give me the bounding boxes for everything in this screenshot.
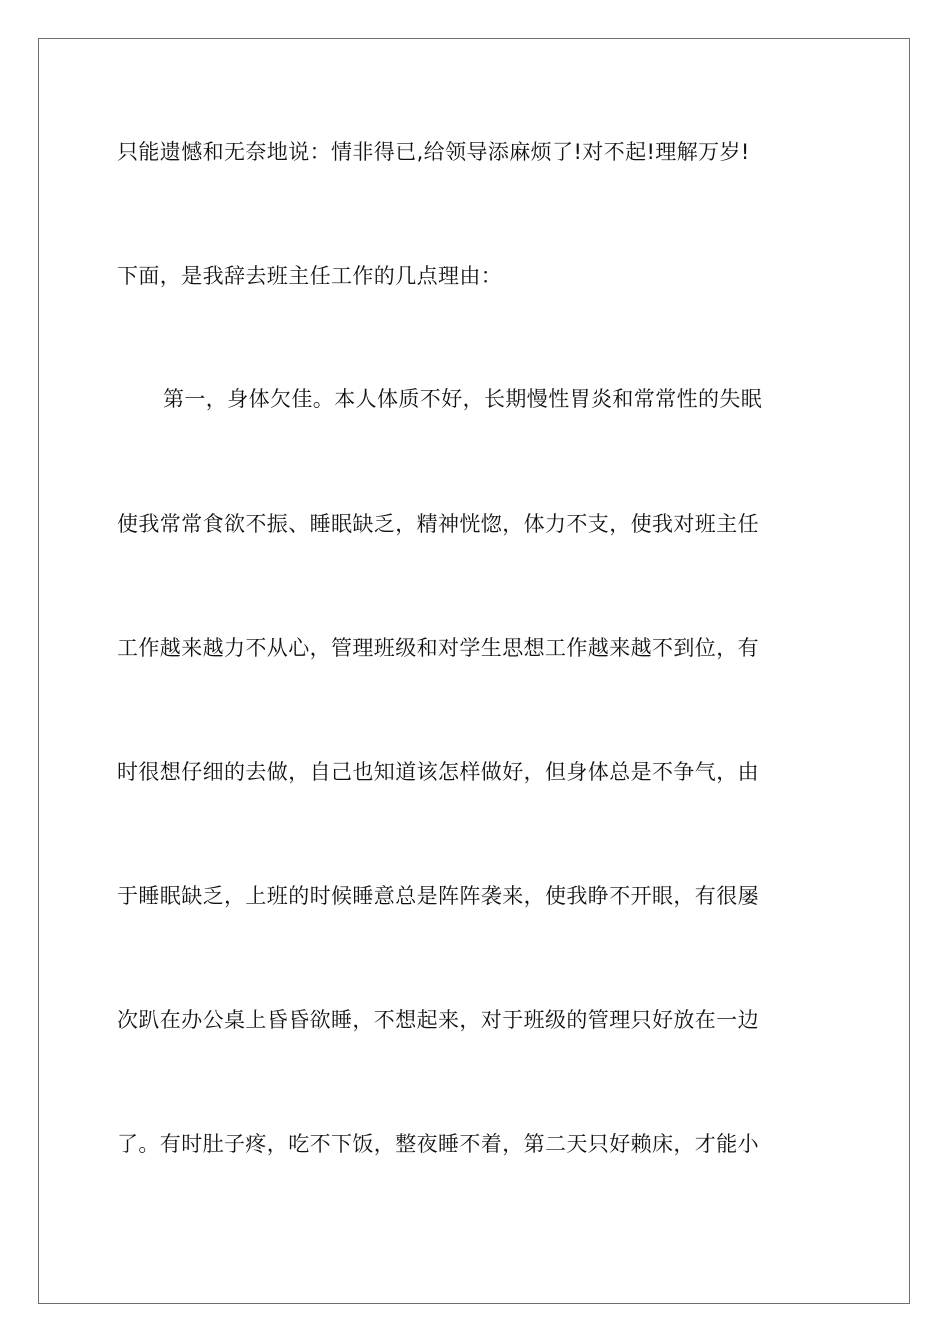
document-line-2: 下面，是我辞去班主任工作的几点理由：: [117, 264, 503, 288]
document-line-7: 于睡眠缺乏，上班的时候睡意总是阵阵袭来，使我睁不开眼，有很屡: [117, 884, 759, 908]
document-line-8: 次趴在办公桌上昏昏欲睡，不想起来，对于班级的管理只好放在一边: [117, 1008, 759, 1032]
document-line-5: 工作越来越力不从心，管理班级和对学生思想工作越来越不到位，有: [117, 636, 759, 660]
page-border: [38, 38, 910, 1304]
document-line-3: 第一，身体欠佳。本人体质不好，长期慢性胃炎和常常性的失眠: [163, 387, 763, 411]
document-line-9: 了。有时肚子疼，吃不下饭，整夜睡不着，第二天只好赖床，才能小: [117, 1132, 759, 1156]
document-line-6: 时很想仔细的去做，自己也知道该怎样做好，但身体总是不争气，由: [117, 760, 759, 784]
document-line-4: 使我常常食欲不振、睡眠缺乏，精神恍惚，体力不支，使我对班主任: [117, 512, 759, 536]
document-line-1: 只能遗憾和无奈地说：情非得已,给领导添麻烦了!对不起!理解万岁!: [117, 140, 750, 164]
